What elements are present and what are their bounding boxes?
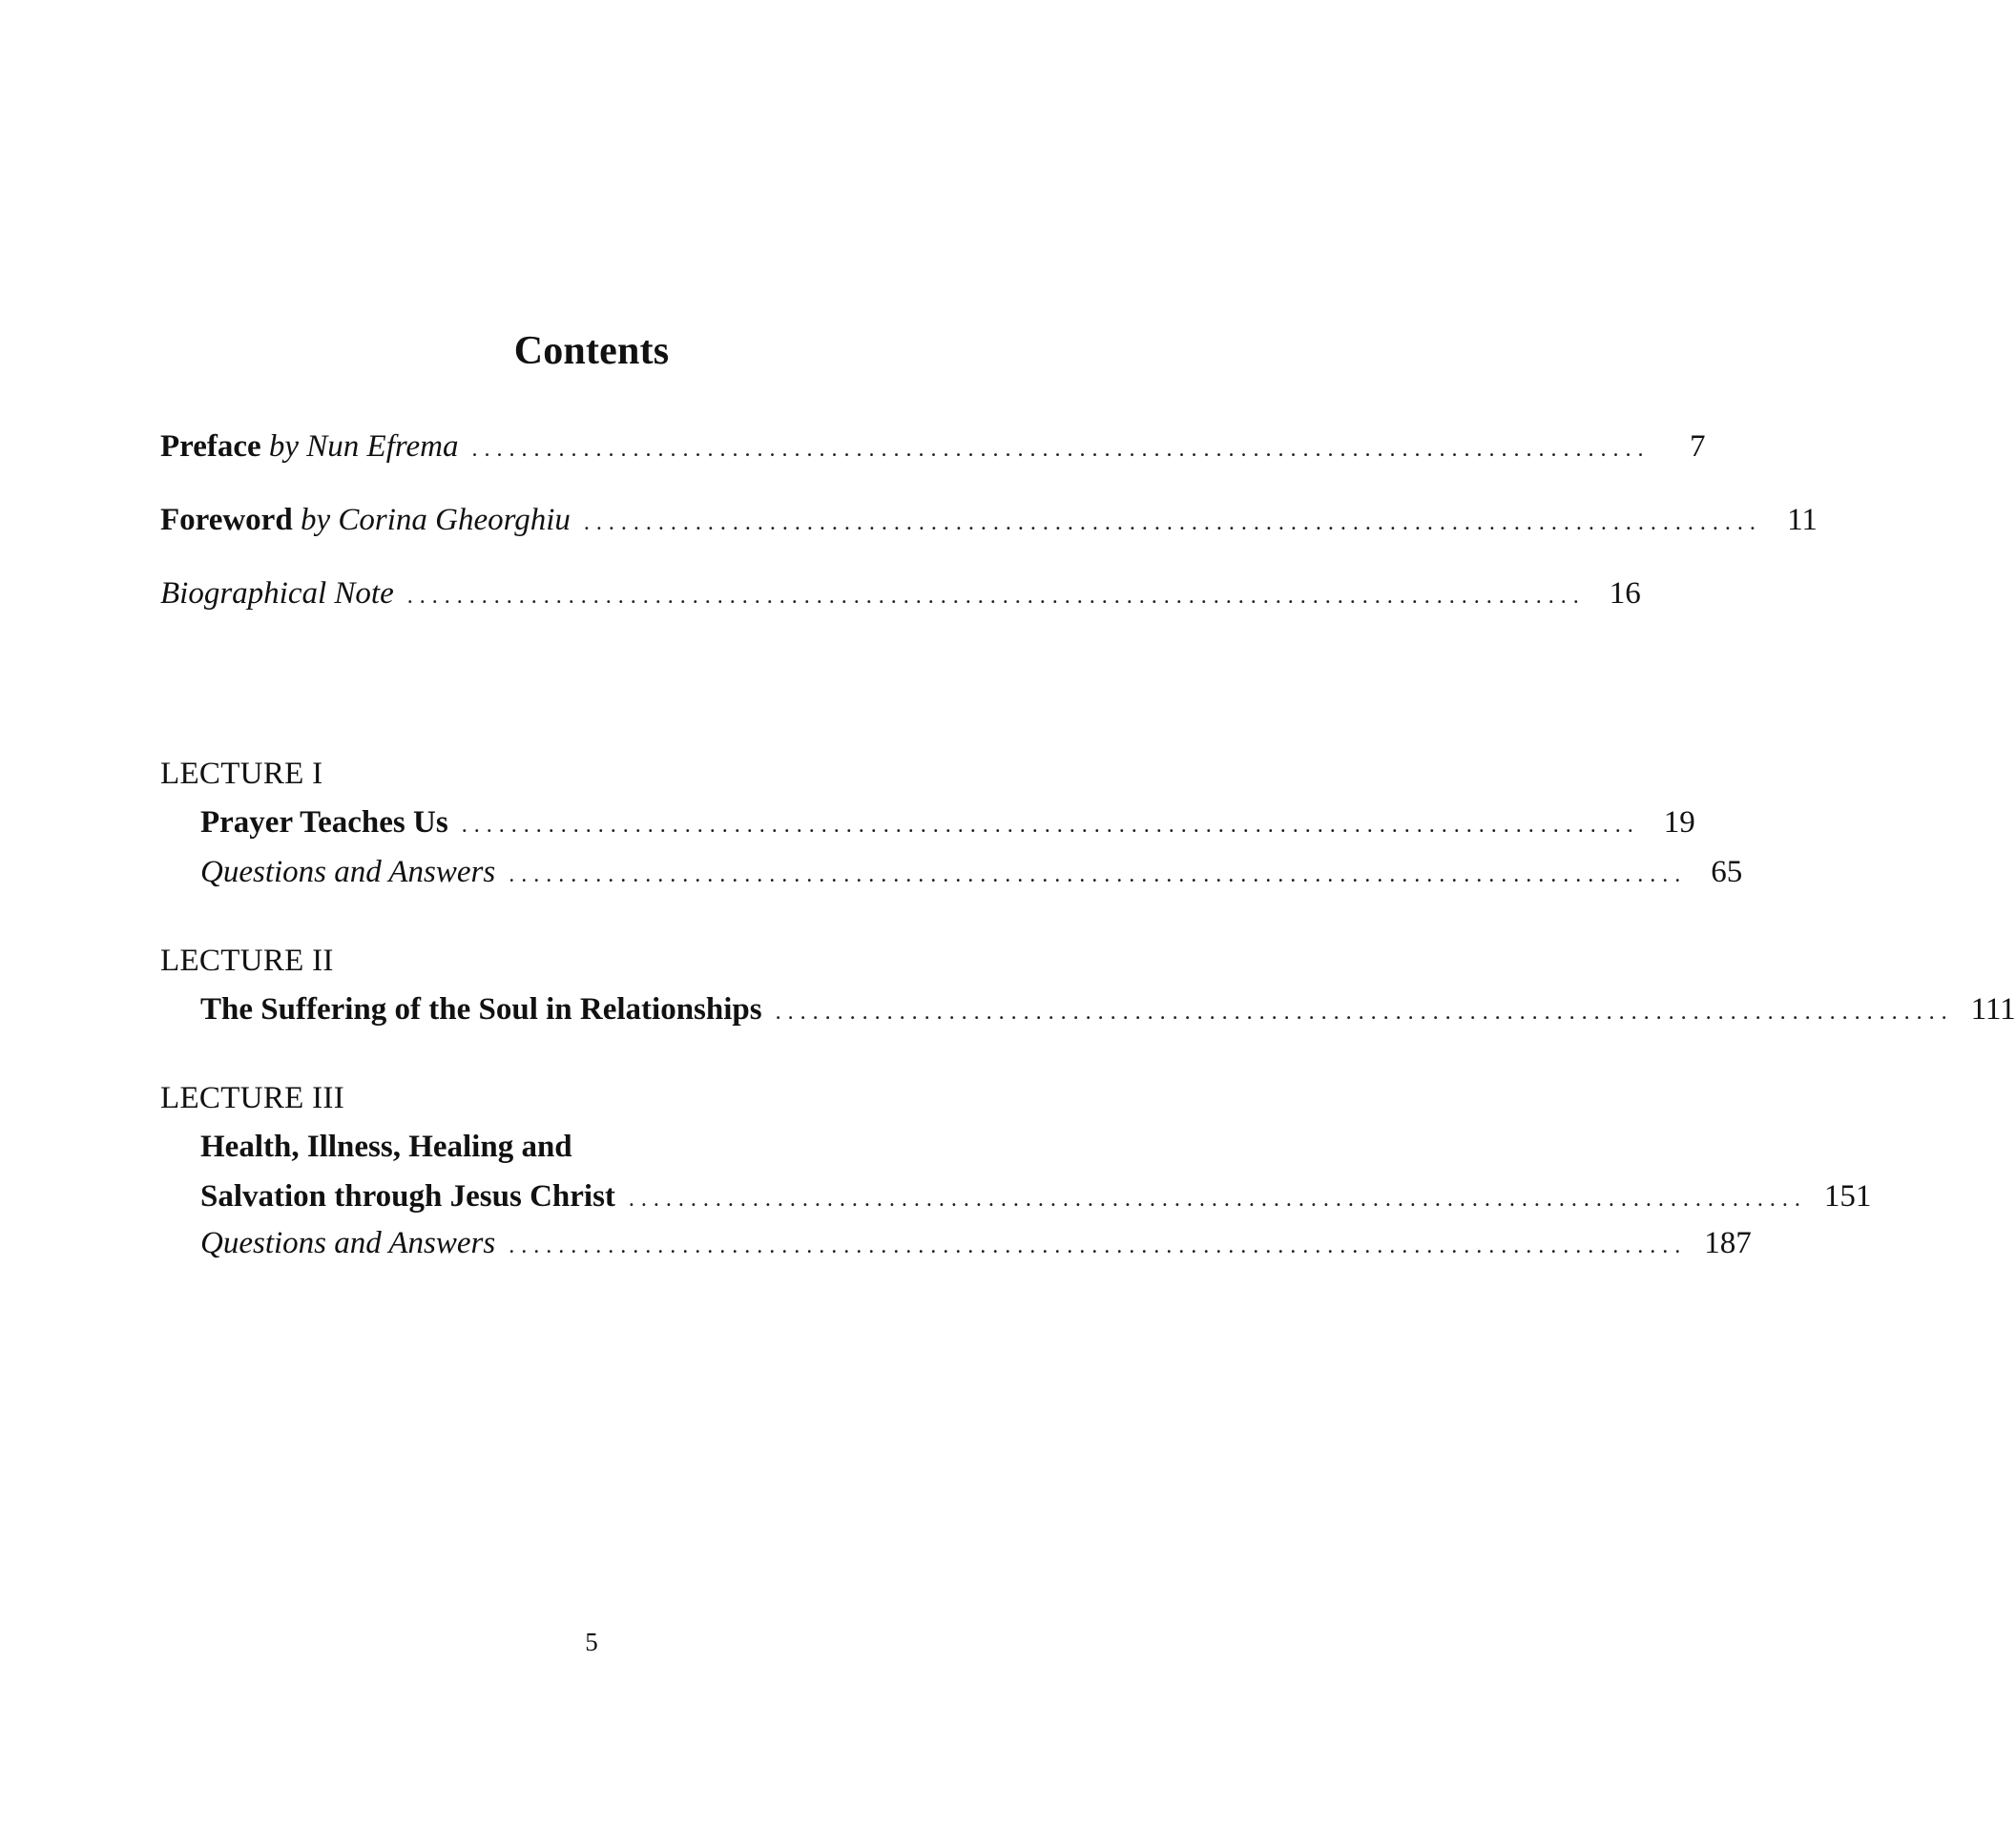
toc-entry-foreword[interactable] — [160, 503, 1818, 538]
lecture-heading: LECTURE II — [160, 944, 334, 978]
leader-dots: ............................................................................................... — [583, 510, 1762, 535]
page-ref: 19 — [1663, 805, 1695, 840]
page-title: Contents — [513, 329, 670, 373]
entry-title: The Suffering of the Soul in Relationships — [200, 992, 762, 1027]
entry-title: Prayer Teaches Us — [200, 805, 448, 840]
entry-title: Preface — [160, 429, 261, 464]
entry-title: Foreword — [160, 503, 293, 537]
page-ref: 151 — [1823, 1179, 1872, 1214]
entry-title: Biographical Note — [160, 576, 394, 611]
lecture-heading: LECTURE I — [160, 757, 323, 791]
page-ref: 65 — [1711, 855, 1743, 889]
page-ref: 111 — [1970, 992, 2016, 1027]
toc-entry-questions-answers[interactable] — [200, 855, 1743, 890]
toc-entry-prayer-teaches-us[interactable] — [200, 805, 1695, 841]
page-ref: 11 — [1787, 503, 1818, 537]
leader-dots: ............................................................................................... — [628, 1187, 1807, 1212]
entry-title: Questions and Answers — [200, 1226, 496, 1260]
page-ref: 16 — [1609, 576, 1641, 611]
lecture-heading: LECTURE III — [160, 1081, 345, 1115]
entry-byline: by Nun Efrema — [268, 429, 459, 464]
leader-dots: ............................................................................................... — [471, 437, 1651, 462]
toc-entry-preface[interactable] — [160, 429, 1706, 465]
toc-entry-suffering-of-soul[interactable] — [200, 992, 2016, 1028]
page-ref: 7 — [1689, 429, 1706, 464]
leader-dots: ............................................................................................... — [509, 1234, 1688, 1258]
toc-entry-biographical-note[interactable] — [160, 576, 1641, 612]
page-number: 5 — [585, 1628, 598, 1656]
entry-byline: by Corina Gheorghiu — [300, 503, 571, 537]
leader-dots: ............................................................................................... — [406, 584, 1586, 609]
entry-title-line2: Salvation through Jesus Christ — [200, 1179, 615, 1214]
page-ref: 187 — [1704, 1226, 1752, 1260]
toc-entry-health-illness[interactable] — [200, 1179, 1872, 1215]
leader-dots: ............................................................................................... — [461, 813, 1640, 838]
toc-entry-questions-answers[interactable] — [200, 1226, 1752, 1261]
entry-title: Questions and Answers — [200, 855, 496, 889]
leader-dots: ............................................................................................... — [775, 1000, 1954, 1025]
leader-dots: ............................................................................................... — [509, 862, 1688, 887]
entry-title-line1: Health, Illness, Healing and — [200, 1130, 572, 1164]
